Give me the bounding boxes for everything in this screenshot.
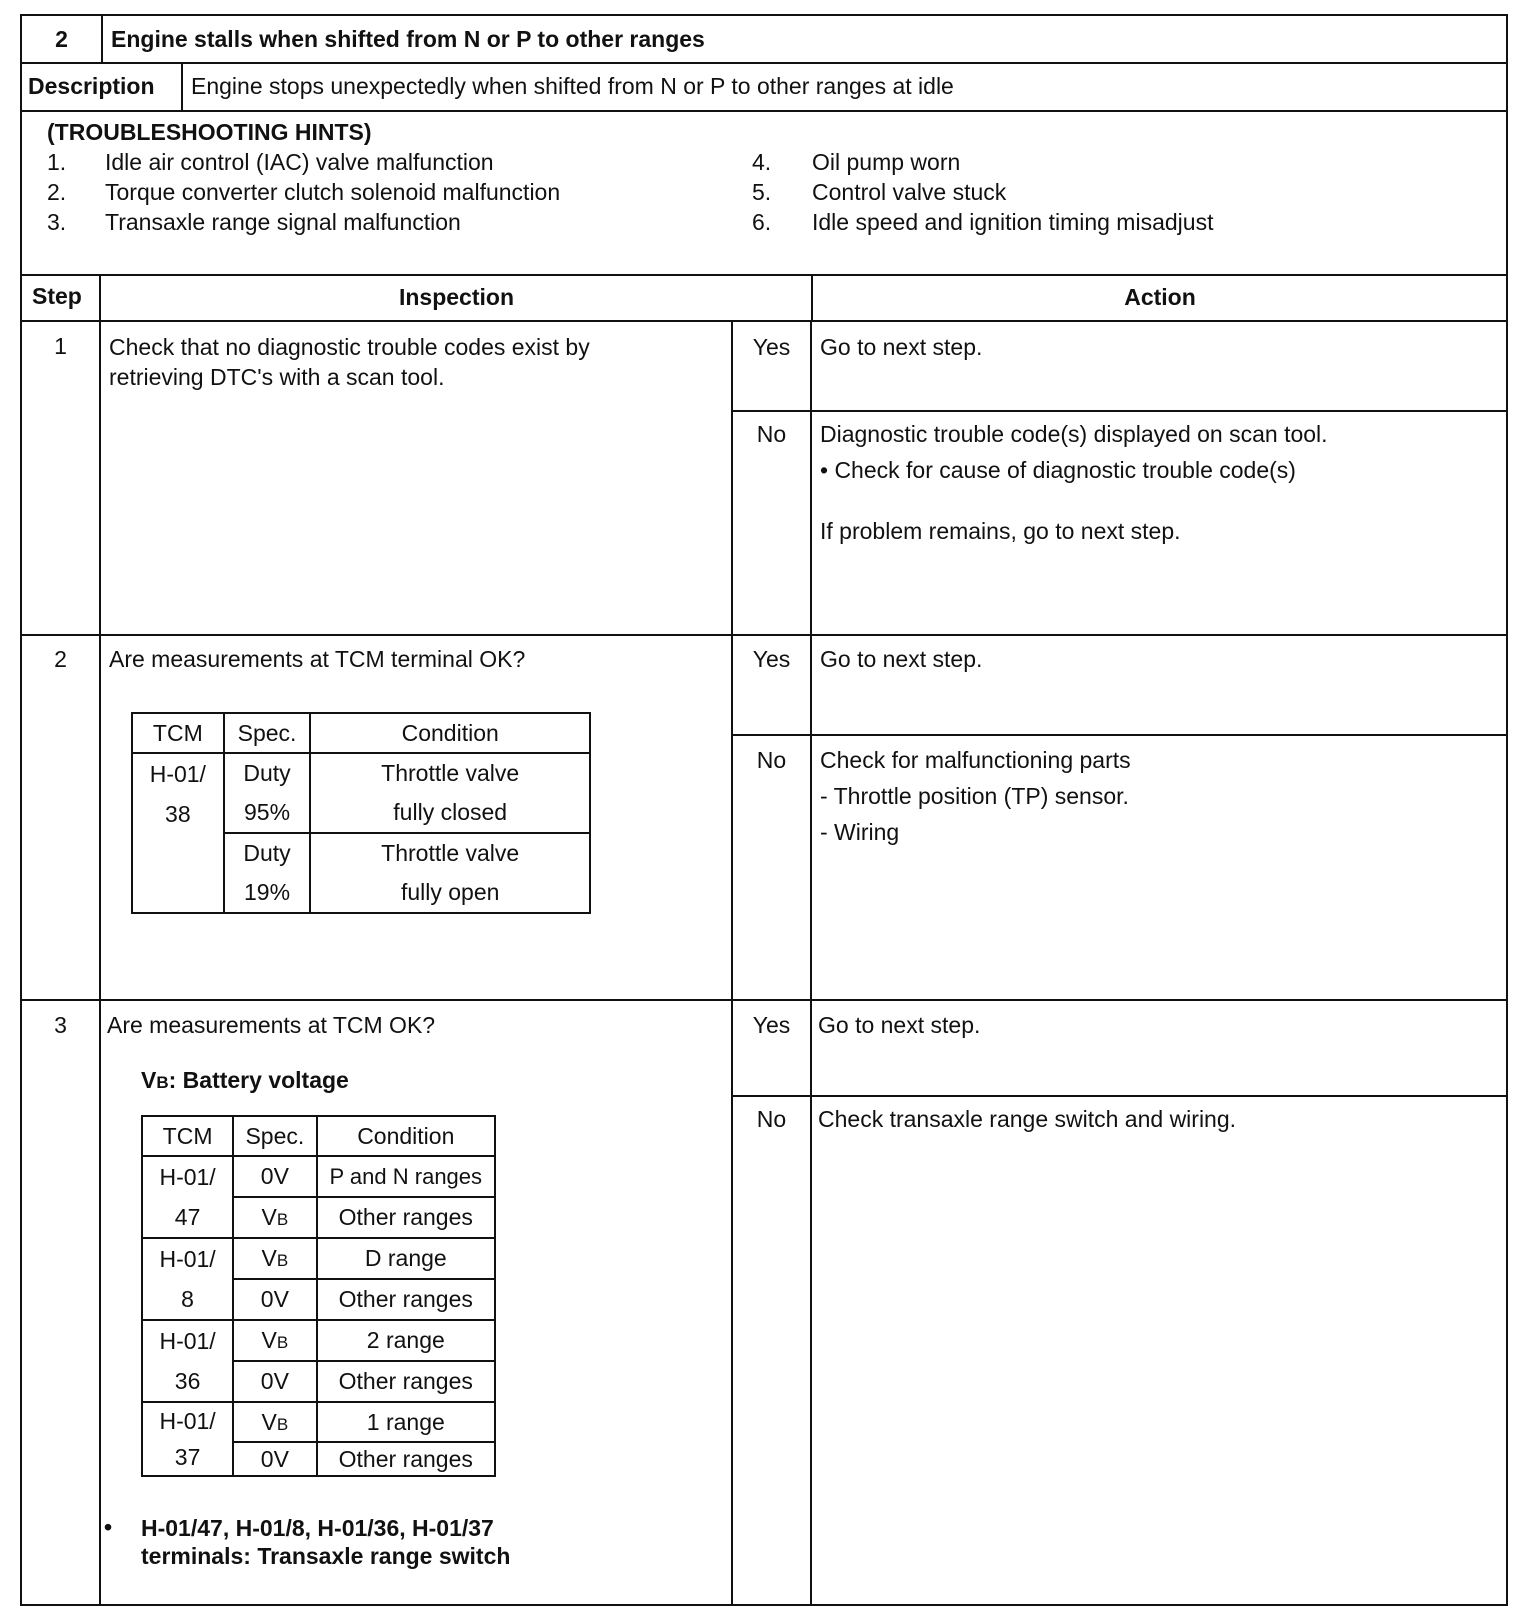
divider [20,62,1508,64]
condition-cell: fully open [310,873,590,913]
no-action: • Check for cause of diagnostic trouble code(s) [820,457,1296,483]
hint-number: 2. [47,179,67,205]
no-action: - Throttle position (TP) sensor. [820,783,1129,809]
divider [101,14,103,62]
hint-number: 5. [752,179,772,205]
spec-cell: 19% [224,873,311,913]
inspection-text: Are measurements at TCM OK? [107,1012,436,1038]
table-header: TCM [132,713,224,753]
terminal-label: 37 [174,1444,201,1470]
hint-text: Torque converter clutch solenoid malfunction [105,179,561,205]
no-action: Check for malfunctioning parts [820,747,1131,773]
voltage-note-v: V [141,1067,157,1093]
spec-cell: 0V [233,1279,316,1320]
terminal-cell [132,753,224,913]
condition-cell: Other ranges [317,1442,495,1476]
divider [20,320,1508,322]
spec-v: V [261,1204,277,1230]
spec-cell [233,1402,316,1442]
divider [181,62,183,110]
step-number: 2 [54,646,67,672]
step-number: 1 [54,333,67,359]
spec-cell: 95% [224,793,311,833]
step-number: 3 [54,1012,67,1038]
tcm-spec-table [131,712,591,914]
hint-text: Oil pump worn [812,149,961,175]
terminal-cell [142,1402,233,1476]
spec-v: V [261,1327,277,1353]
terminal-label: H-01/ [159,1246,216,1272]
no-label: No [756,1106,787,1132]
divider [99,274,101,1606]
divider [811,274,813,320]
hint-text: Idle speed and ignition timing misadjust [812,209,1214,235]
section-number: 2 [55,26,68,52]
spec-cell: 0V [233,1361,316,1402]
section-title: Engine stalls when shifted from N or P to other ranges [111,26,705,52]
no-label: No [756,747,787,773]
hint-number: 6. [752,209,772,235]
no-action: Check transaxle range switch and wiring. [818,1106,1237,1132]
terminal-label: H-01/ [159,1328,216,1354]
terminal-label: H-01/ [159,1164,216,1190]
inspection-text: Check that no diagnostic trouble codes exist by [109,334,590,360]
terminal-cell [142,1156,233,1238]
divider [20,634,1508,636]
condition-cell: D range [317,1238,495,1279]
column-header-inspection: Inspection [398,284,514,310]
spec-subscript: B [276,1414,289,1434]
hint-text: Control valve stuck [812,179,1007,205]
terminal-label: 38 [165,801,191,827]
no-label: No [756,421,787,447]
column-header-action: Action [1124,284,1196,310]
spec-cell [233,1238,316,1279]
spec-cell: 0V [233,1156,316,1197]
description-text: Engine stops unexpectedly when shifted from N or P to other ranges at idle [191,73,954,99]
condition-cell: Other ranges [317,1361,495,1402]
terminal-label: 36 [174,1368,201,1394]
table-header: Spec. [233,1116,316,1156]
terminal-note: H-01/47, H-01/8, H-01/36, H-01/37 [141,1515,494,1541]
terminal-label: 8 [181,1286,194,1312]
condition-cell: Other ranges [317,1197,495,1238]
divider [20,999,1508,1001]
condition-cell: fully closed [310,793,590,833]
condition-cell: 1 range [317,1402,495,1442]
voltage-note-subscript: B [156,1073,169,1092]
spec-subscript: B [276,1251,289,1270]
hint-text: Transaxle range signal malfunction [105,209,461,235]
hint-text: Idle air control (IAC) valve malfunction [105,149,494,175]
yes-action: Go to next step. [820,646,983,672]
spec-subscript: B [276,1333,289,1352]
spec-cell [233,1197,316,1238]
voltage-note [141,1065,349,1098]
hints-title: (TROUBLESHOOTING HINTS) [47,119,372,145]
divider [810,320,812,1606]
divider [731,734,1508,736]
spec-cell: Duty [224,753,311,793]
hint-number: 1. [47,149,67,175]
divider [20,274,1508,276]
terminal-cell [142,1238,233,1320]
inspection-text: retrieving DTC's with a scan tool. [109,364,445,390]
divider [20,110,1508,112]
divider [731,410,1508,412]
table-header: Spec. [224,713,311,753]
column-header-step: Step [32,283,82,309]
spec-cell [233,1320,316,1361]
divider [731,320,733,1606]
inspection-text: Are measurements at TCM terminal OK? [109,646,526,672]
voltage-note-text: : Battery voltage [168,1067,349,1093]
hint-number: 4. [752,149,772,175]
table-header: Condition [310,713,590,753]
condition-cell: 2 range [317,1320,495,1361]
bullet-icon: • [104,1514,113,1540]
yes-label: Yes [752,646,791,672]
table-header: TCM [142,1116,233,1156]
spec-v: V [261,1245,277,1271]
yes-action: Go to next step. [820,334,983,360]
condition-cell: Other ranges [317,1279,495,1320]
description-label: Description [28,73,155,99]
yes-action: Go to next step. [818,1012,981,1038]
spec-cell: 0V [233,1442,316,1476]
terminal-label: H-01/ [159,1408,216,1434]
no-action: - Wiring [820,819,900,845]
divider [731,1095,1508,1097]
condition-cell: P and N ranges [317,1156,495,1197]
terminal-note: terminals: Transaxle range switch [141,1543,511,1569]
yes-label: Yes [752,334,791,360]
tcm-range-table [141,1115,496,1477]
terminal-label: H-01/ [149,761,206,787]
terminal-cell [142,1320,233,1402]
condition-cell: Throttle valve [310,833,590,873]
no-action: Diagnostic trouble code(s) displayed on scan tool. [820,421,1328,447]
terminal-label: 47 [174,1204,201,1230]
spec-v: V [261,1408,277,1435]
yes-label: Yes [752,1012,791,1038]
no-action: If problem remains, go to next step. [820,518,1181,544]
spec-subscript: B [276,1210,289,1229]
condition-cell: Throttle valve [310,753,590,793]
hint-number: 3. [47,209,67,235]
table-header: Condition [317,1116,495,1156]
spec-cell: Duty [224,833,311,873]
